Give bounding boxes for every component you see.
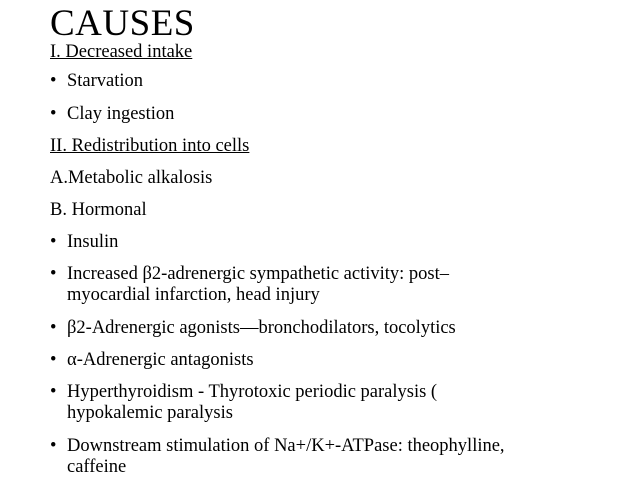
bullet-icon: • — [50, 350, 57, 370]
bullet-icon: • — [50, 104, 57, 124]
subheading-hormonal: B. Hormonal — [50, 200, 147, 220]
list-item-text-continued: caffeine — [67, 457, 127, 477]
list-item — [50, 71, 625, 92]
list-item-text: α-Adrenergic antagonists — [67, 350, 254, 370]
bullet-icon: • — [50, 71, 57, 91]
list-item — [50, 232, 625, 253]
list-item — [50, 104, 625, 125]
list-item-text: Starvation — [67, 71, 144, 91]
section-heading-decreased-intake: I. Decreased intake — [50, 42, 193, 62]
list-item-text: Hyperthyroidism - Thyrotoxic periodic paralysis ( — [67, 382, 438, 402]
slide-title: CAUSES — [50, 3, 195, 44]
list-item-text: β2-Adrenergic agonists—bronchodilators, tocolytics — [67, 318, 456, 338]
list-item — [50, 264, 625, 306]
subheading-metabolic-alkalosis: A.Metabolic alkalosis — [50, 168, 213, 188]
list-item-text: Insulin — [67, 232, 119, 252]
bullet-icon: • — [50, 318, 57, 338]
list-item-text: Increased β2-adrenergic sympathetic activity: post– — [67, 264, 450, 284]
list-item-text-continued: hypokalemic paralysis — [67, 403, 233, 423]
list-item — [50, 382, 625, 424]
list-item — [50, 318, 625, 339]
bullet-icon: • — [50, 436, 57, 456]
section-heading-redistribution: II. Redistribution into cells — [50, 136, 250, 156]
bullet-icon: • — [50, 264, 57, 284]
list-item-text-continued: myocardial infarction, head injury — [67, 285, 320, 305]
list-item-text: Clay ingestion — [67, 104, 175, 124]
bullet-icon: • — [50, 382, 57, 402]
list-item-text: Downstream stimulation of Na+/K+-ATPase: theophylline, — [67, 436, 505, 456]
list-item — [50, 350, 625, 371]
list-item — [50, 436, 625, 478]
bullet-icon: • — [50, 232, 57, 252]
